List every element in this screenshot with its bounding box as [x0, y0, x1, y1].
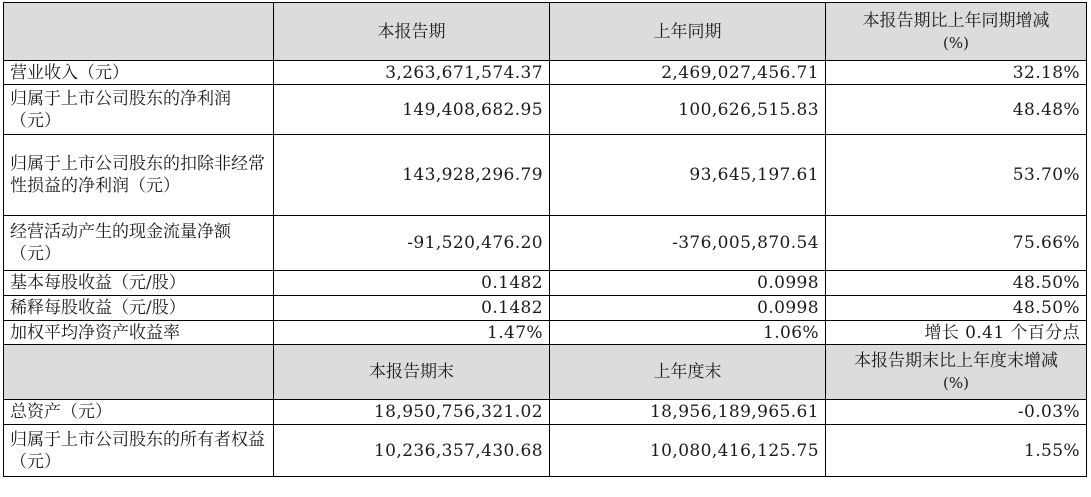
- header-change-title: 本报告期末比上年度末增减: [854, 351, 1058, 371]
- header-corner-cell: [4, 345, 274, 400]
- value-change: 增长 0.41 个百分点: [826, 321, 1087, 345]
- value-previous: 2,469,027,456.71: [550, 61, 826, 85]
- value-current: 3,263,671,574.37: [274, 61, 550, 85]
- value-change: 48.50%: [826, 271, 1087, 296]
- row-label: 基本每股收益（元/股）: [4, 271, 274, 296]
- value-current: -91,520,476.20: [274, 216, 550, 271]
- header-corner-cell: [4, 3, 274, 61]
- row-label: 经营活动产生的现金流量净额（元）: [4, 216, 274, 271]
- value-change: 1.55%: [826, 425, 1087, 477]
- row-label: 归属于上市公司股东的净利润（元）: [4, 85, 274, 135]
- value-previous: 0.0998: [550, 296, 826, 321]
- table-row: [4, 61, 1087, 85]
- value-change: 48.50%: [826, 296, 1087, 321]
- value-previous: 18,956,189,965.61: [550, 400, 826, 425]
- value-current: 1.47%: [274, 321, 550, 345]
- table-row: [4, 425, 1087, 477]
- value-current: 149,408,682.95: [274, 85, 550, 135]
- table-row: [4, 321, 1087, 345]
- header-change-percent: [826, 345, 1087, 400]
- header-change-unit: (%): [943, 374, 969, 392]
- value-change: 32.18%: [826, 61, 1087, 85]
- header-change-percent: [826, 3, 1087, 61]
- header-change-unit: (%): [943, 33, 969, 52]
- value-previous: 10,080,416,125.75: [550, 425, 826, 477]
- table-row: [4, 135, 1087, 216]
- header-previous-period: 上年同期: [550, 3, 826, 61]
- value-change: 48.48%: [826, 85, 1087, 135]
- row-label: 归属于上市公司股东的扣除非经常性损益的净利润（元）: [4, 135, 274, 216]
- header-previous-year-end: 上年度末: [550, 345, 826, 400]
- row-label: 加权平均净资产收益率: [4, 321, 274, 345]
- value-current: 10,236,357,430.68: [274, 425, 550, 477]
- table-row: [4, 271, 1087, 296]
- header-row-period-end: [4, 345, 1087, 400]
- value-previous: 100,626,515.83: [550, 85, 826, 135]
- header-row-period: [4, 3, 1087, 61]
- value-previous: 93,645,197.61: [550, 135, 826, 216]
- value-current: 0.1482: [274, 296, 550, 321]
- financial-summary-table: [3, 2, 1087, 477]
- value-previous: 0.0998: [550, 271, 826, 296]
- value-change: 53.70%: [826, 135, 1087, 216]
- value-change: 75.66%: [826, 216, 1087, 271]
- table-row: [4, 216, 1087, 271]
- value-current: 18,950,756,321.02: [274, 400, 550, 425]
- table-row: [4, 296, 1087, 321]
- value-current: 143,928,296.79: [274, 135, 550, 216]
- value-change: -0.03%: [826, 400, 1087, 425]
- row-label: 总资产（元）: [4, 400, 274, 425]
- value-previous: -376,005,870.54: [550, 216, 826, 271]
- value-current: 0.1482: [274, 271, 550, 296]
- header-current-period: 本报告期: [274, 3, 550, 61]
- row-label: 营业收入（元）: [4, 61, 274, 85]
- header-current-period-end: 本报告期末: [274, 345, 550, 400]
- row-label: 稀释每股收益（元/股）: [4, 296, 274, 321]
- value-previous: 1.06%: [550, 321, 826, 345]
- row-label: 归属于上市公司股东的所有者权益（元）: [4, 425, 274, 477]
- table-row: [4, 85, 1087, 135]
- header-change-title: 本报告期比上年同期增减: [862, 10, 1050, 31]
- table-row: [4, 400, 1087, 425]
